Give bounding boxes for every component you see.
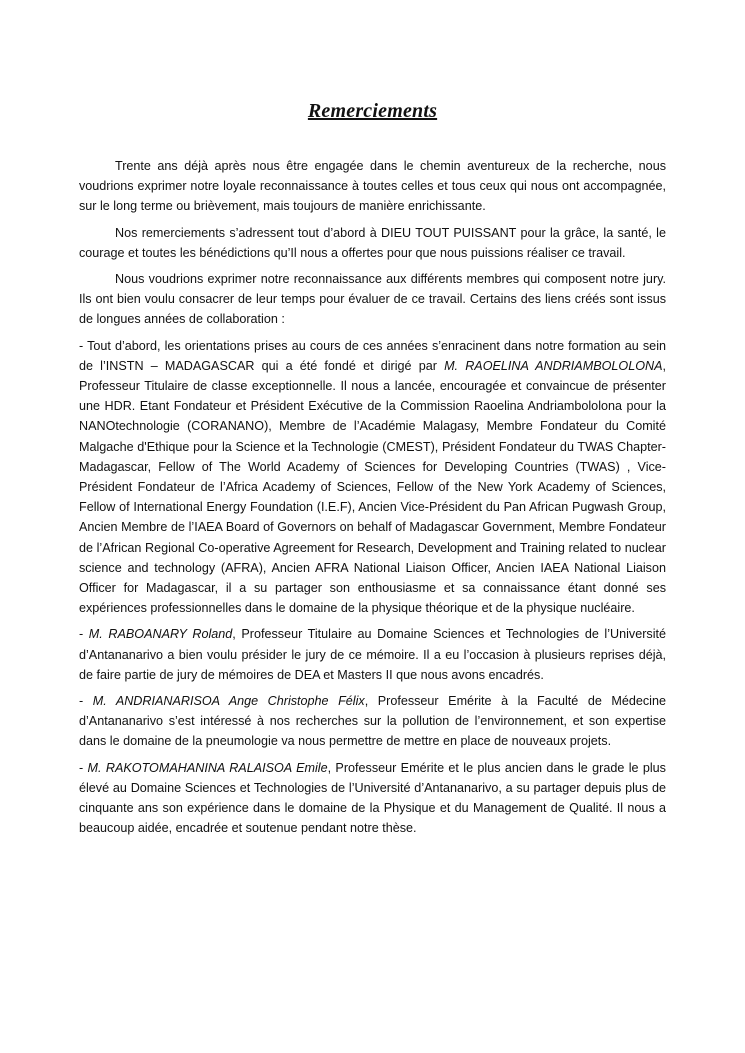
member-name: M. RABOANARY Roland xyxy=(88,627,233,642)
member-text: , Professeur Titulaire de classe exceptionnelle. Il nous a lancée, encouragée et convaincue de présenter une HDR. Etant Fondateur et Président Exécutive de la Commission Raoelina Andriambololona pour la NANOtechnologie (CORANANO), Membre de l’Académie Malagasy, Membre Fondateur du Comité Malgache d'Ethique pour la Science et la Technologie (CMEST), Président Fondateur du TWAS Chapter-Madagascar, Fellow of The World Academy of Sciences for Developing Countries (TWAS) , Vice-Président Fondateur de l’Africa Academy of Sciences, Fellow of the New York Academy of Sciences, Fellow of International Energy Foundation (I.E.F), Ancien Vice-Président du Pan African Pugwash Group, Ancien Membre de l’IAEA Board of Governors on behalf of Madagascar Government, Membre Fondateur de l’African Regional Co-operative Agreement for Research, Development and Training related to nuclear science and technology (AFRA), Ancien AFRA National Liaison Officer, Ancien IAEA National Liaison Officer for Madagascar, il a su partager son enthousiasme et sa connaissance étant donné ses expériences professionnelles dans le domaine de la physique théorique et de la physique nucléaire. xyxy=(79,358,666,616)
document-body xyxy=(79,156,666,845)
member-text: , Professeur Emérite à la Faculté de Médecine d’Antananarivo s’est intéressé à nos recherches sur la pollution de l’environnement, et son expertise dans le domaine de la pneumologie va nous permettre de mettre en place de nouveaux projets. xyxy=(79,694,666,749)
member-name: M. ANDRIANARISOA Ange Christophe Félix xyxy=(92,694,365,709)
member-prefix: - xyxy=(79,760,88,775)
paragraph-intro: Trente ans déjà après nous être engagée dans le chemin aventureux de la recherche, nous voudrions exprimer notre loyale reconnaissance à toutes celles et tous ceux qui nous ont accompagnée, sur le long terme ou brièvement, mais toujours de manière enrichissante. xyxy=(79,159,666,214)
paragraph-thanks-god: Nos remerciements s’adressent tout d’abord à DIEU TOUT PUISSANT pour la grâce, la santé, le courage et toutes les bénédictions qu’Il nous a offertes pour que nous puissions réaliser ce travail. xyxy=(79,225,666,260)
jury-member-paragraph xyxy=(79,336,666,619)
paragraph-jury: Nous voudrions exprimer notre reconnaissance aux différents membres qui composent notre jury. Ils ont bien voulu consacrer de leur temps pour évaluer de ce travail. Certains des liens créés sont issus de longues années de collaboration : xyxy=(79,272,666,327)
member-prefix: - xyxy=(79,627,89,642)
jury-member-paragraph xyxy=(79,691,666,752)
member-name: M. RAOELINA ANDRIAMBOLOLONA xyxy=(444,358,663,373)
page-title: Remerciements xyxy=(307,100,438,122)
jury-member-paragraph xyxy=(79,758,666,839)
jury-member-paragraph xyxy=(79,624,666,685)
member-text: , Professeur Titulaire au Domaine Sciences et Technologies de l’Université d’Antananarivo a bien voulu présider le jury de ce mémoire. Il a eu l’occasion à plusieurs reprises déjà, de faire partie de jury de mémoires de DEA et Masters II que nous avons encadrés. xyxy=(79,627,667,682)
member-text: , Professeur Emérite et le plus ancien dans le grade le plus élevé au Domaine Sciences et Technologies de l’Université d’Antananarivo, a su partager depuis plus de cinquante ans son expérience dans le domaine de la Physique et du Management de Qualité. Il nous a beaucoup aidée, encadrée et soutenue pendant notre thèse. xyxy=(79,760,666,836)
member-prefix: - xyxy=(79,694,93,709)
member-name: M. RAKOTOMAHANINA RALAISOA Emile xyxy=(87,760,328,775)
member-prefix: - Tout d’abord, les orientations prises au cours de ces années s’enracinent dans notre formation au sein de l’INSTN – MADAGASCAR qui a été fondé et dirigé par xyxy=(79,338,666,373)
